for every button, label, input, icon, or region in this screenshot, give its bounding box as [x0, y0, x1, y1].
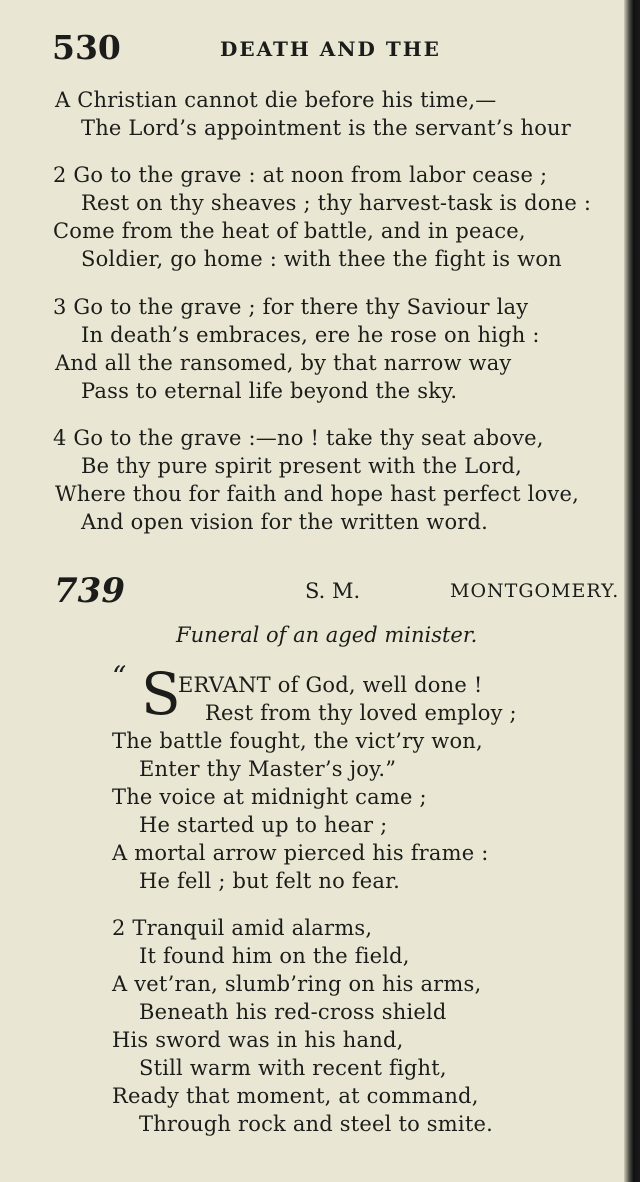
verse-line: And all the ransomed, by that narrow way — [55, 351, 512, 375]
verse-line: A Christian cannot die before his time,— — [55, 88, 497, 112]
page-number: 530 — [52, 28, 121, 67]
verse-line: In death’s embraces, ere he rose on high : — [81, 323, 540, 347]
verse-line: He started up to hear ; — [139, 813, 388, 837]
verse-line: A vet’ran, slumb’ring on his arms, — [112, 972, 482, 996]
verse-line: 3 Go to the grave ; for there thy Saviour lay — [53, 295, 529, 319]
verse-line: Ready that moment, at command, — [112, 1084, 479, 1108]
verse-line: A mortal arrow pierced his frame : — [112, 841, 489, 865]
verse-line: Rest on thy sheaves ; thy harvest-task is done : — [81, 191, 592, 215]
verse-line: Soldier, go home : with thee the fight is won — [81, 247, 562, 271]
verse-line: 2 Go to the grave : at noon from labor cease ; — [53, 163, 548, 187]
verse-line: Beneath his red-cross shield — [139, 1000, 447, 1024]
verse-line: ERVANT of God, well done ! — [178, 673, 483, 697]
book-spine-shadow — [624, 0, 640, 1182]
hymn-meter: S. M. — [305, 579, 361, 603]
verse-line: And open vision for the written word. — [81, 510, 489, 534]
opening-quote: “ — [112, 660, 127, 693]
verse-line: Where thou for faith and hope hast perfect love, — [55, 482, 579, 506]
verse-line: Be thy pure spirit present with the Lord, — [81, 454, 523, 478]
verse-line: Come from the heat of battle, and in peace, — [53, 219, 526, 243]
verse-line: It found him on the field, — [139, 944, 410, 968]
verse-line: Rest from thy loved employ ; — [205, 701, 517, 725]
verse-line: Pass to eternal life beyond the sky. — [81, 379, 458, 403]
verse-line: Through rock and steel to smite. — [139, 1112, 493, 1136]
verse-line: The Lord’s appointment is the servant’s hour — [81, 116, 572, 140]
verse-line: The battle fought, the vict’ry won, — [112, 729, 483, 753]
drop-cap: S — [141, 660, 181, 728]
verse-line: He fell ; but felt no fear. — [139, 869, 400, 893]
running-head: DEATH AND THE — [220, 37, 441, 61]
verse-line: His sword was in his hand, — [112, 1028, 404, 1052]
verse-line: Enter thy Master’s joy.” — [139, 757, 397, 781]
hymn-number: 739 — [54, 571, 125, 611]
hymn-subtitle: Funeral of an aged minister. — [176, 623, 478, 647]
verse-line: The voice at midnight came ; — [112, 785, 427, 809]
verse-line: 4 Go to the grave :—no ! take thy seat above, — [53, 426, 544, 450]
verse-line: 2 Tranquil amid alarms, — [112, 916, 373, 940]
verse-line: Still warm with recent fight, — [139, 1056, 447, 1080]
hymn-author: MONTGOMERY. — [450, 580, 620, 602]
